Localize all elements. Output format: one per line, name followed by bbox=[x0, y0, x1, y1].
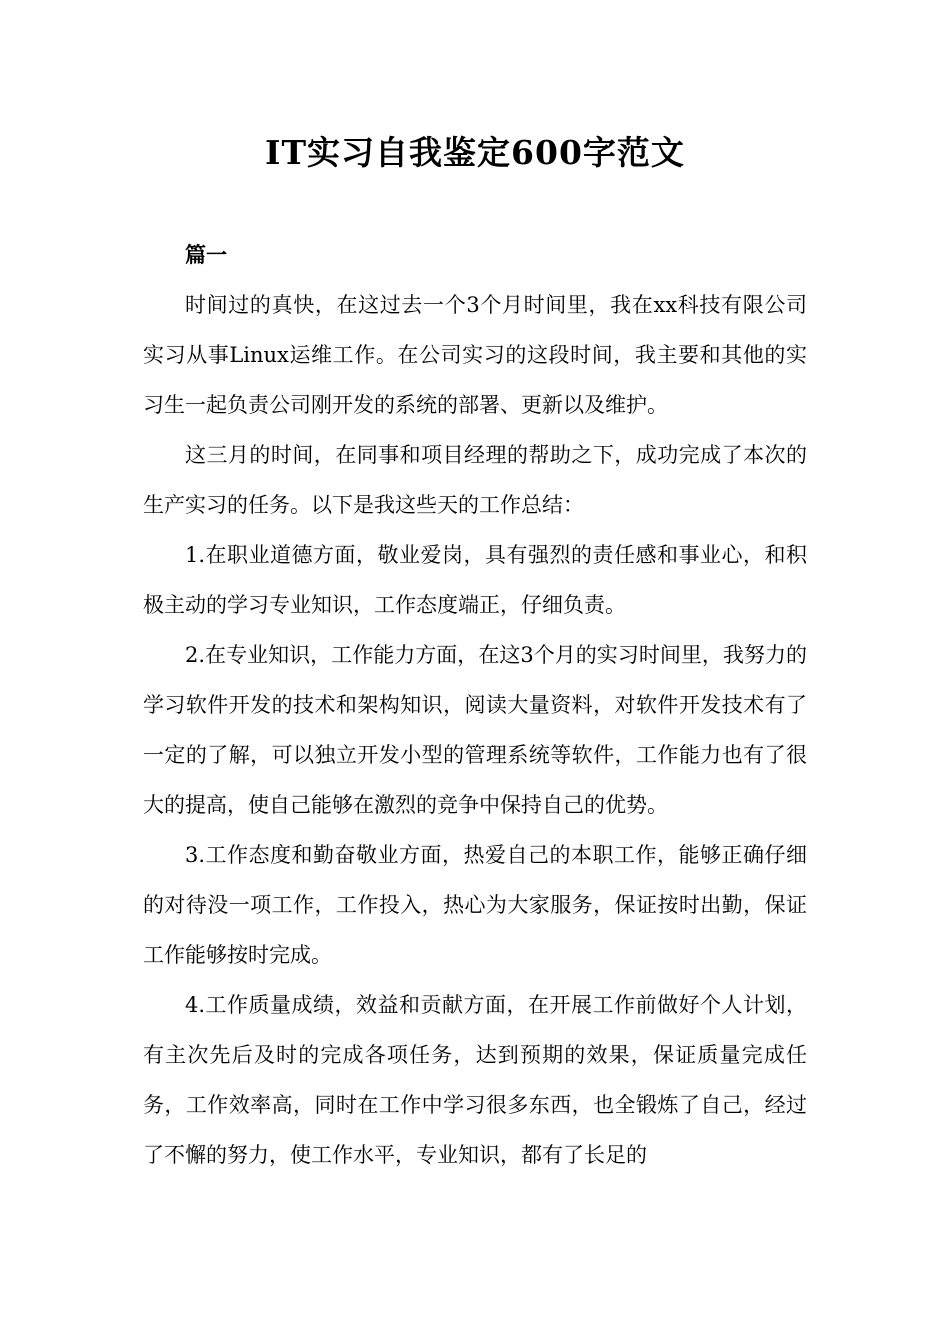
document-title: IT实习自我鉴定600字范文 bbox=[265, 133, 685, 172]
paragraph: 4.工作质量成绩，效益和贡献方面，在开展工作前做好个人计划，有主次先后及时的完成各项任务，达到预期的效果，保证质量完成任务，工作效率高，同时在工作中学习很多东西，也全锻炼了自己，经过了不懈的努力，使工作水平，专业知识，都有了长足的 bbox=[143, 993, 807, 1167]
document-body bbox=[143, 230, 807, 1180]
paragraph: 3.工作态度和勤奋敬业方面，热爱自己的本职工作，能够正确仔细的对待没一项工作，工作投入，热心为大家服务，保证按时出勤，保证工作能够按时完成。 bbox=[143, 843, 807, 967]
paragraph: 时间过的真快，在这过去一个3个月时间里，我在xx科技有限公司实习从事Linux运维工作。在公司实习的这段时间，我主要和其他的实习生一起负责公司刚开发的系统的部署、更新以及维护。 bbox=[143, 293, 807, 417]
paragraph: 2.在专业知识，工作能力方面，在这3个月的实习时间里，我努力的学习软件开发的技术和架构知识，阅读大量资料，对软件开发技术有了一定的了解，可以独立开发小型的管理系统等软件，工作能力也有了很大的提高，使自己能够在激烈的竞争中保持自己的优势。 bbox=[143, 643, 807, 817]
paragraph: 这三月的时间，在同事和项目经理的帮助之下，成功完成了本次的生产实习的任务。以下是我这些天的工作总结： bbox=[143, 443, 807, 517]
section-heading: 篇一 bbox=[185, 242, 227, 267]
paragraph: 1.在职业道德方面，敬业爱岗，具有强烈的责任感和事业心，和积极主动的学习专业知识，工作态度端正，仔细负责。 bbox=[143, 543, 807, 617]
